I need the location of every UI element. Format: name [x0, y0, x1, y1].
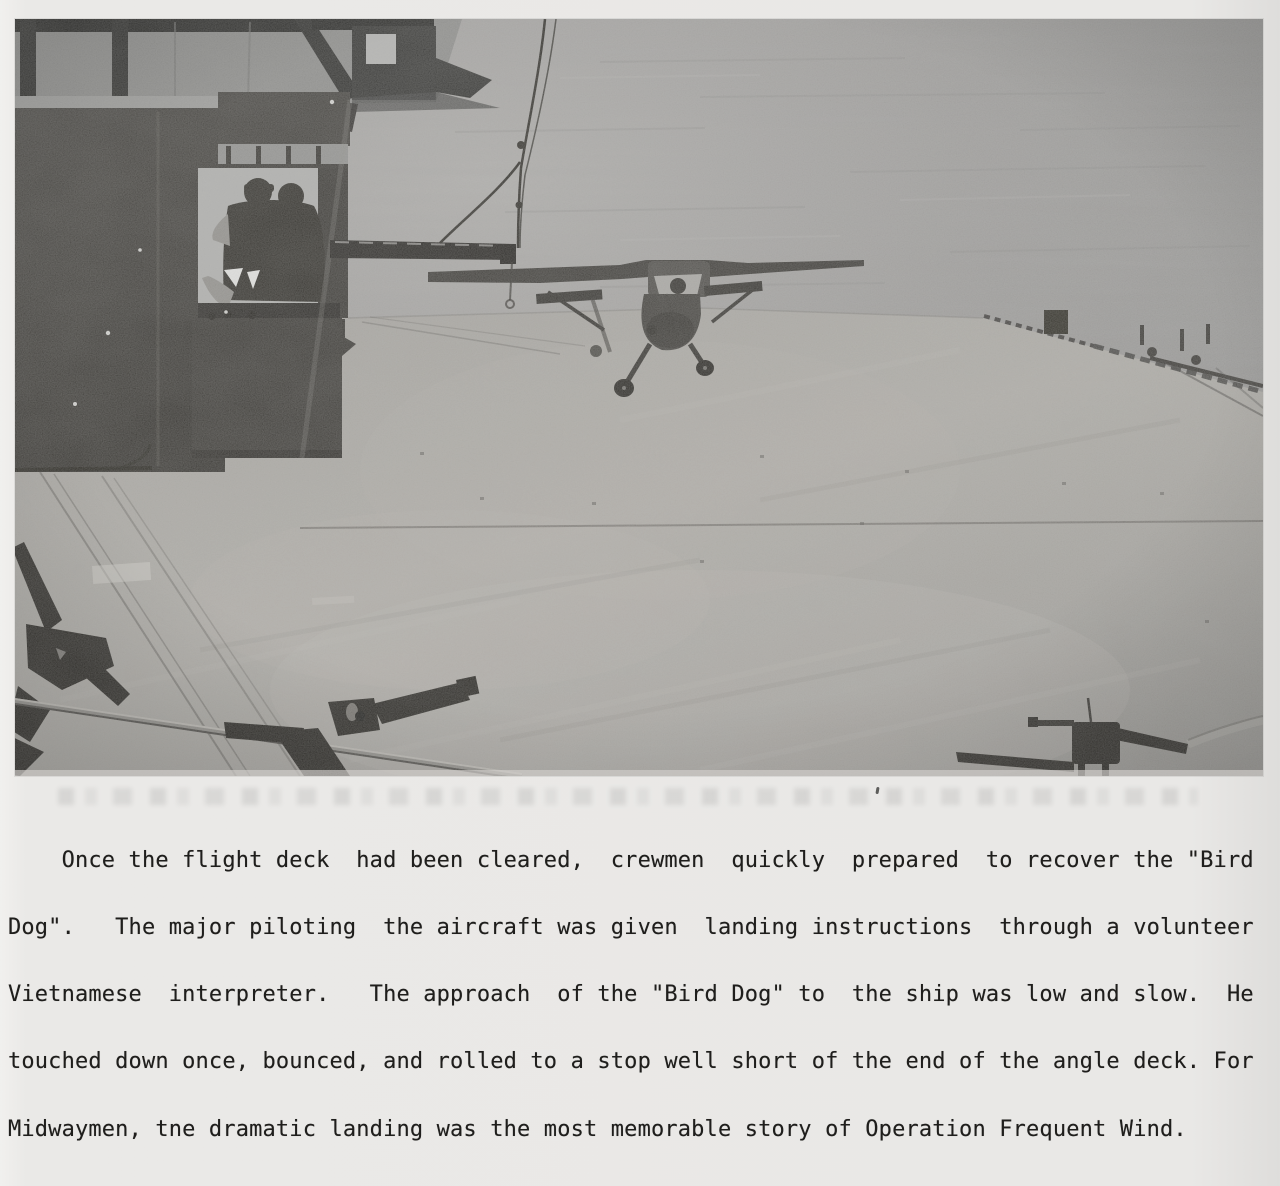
caption-line-3: Vietnamese interpreter. The approach of the "Bird Dog" to the ship was low and slow. He: [8, 982, 1254, 1008]
photo-caption: [8, 805, 1274, 1186]
ghost-text-showthrough: [58, 788, 1198, 805]
photograph-image: [15, 19, 1263, 776]
photo-worn-edge: [15, 770, 1263, 776]
caption-line-4: touched down once, bounced, and rolled to a stop well short of the end of the angle deck. For: [8, 1049, 1254, 1075]
caption-line-1: Once the flight deck had been cleared, crewmen quickly prepared to recover the "Bird: [8, 847, 1254, 873]
caption-line-2: Dog". The major piloting the aircraft was given landing instructions through a volunteer: [8, 915, 1254, 941]
photograph: [15, 19, 1263, 776]
vignette: [15, 19, 1263, 776]
caption-line-5: Midwaymen, tne dramatic landing was the most memorable story of Operation Frequent Wind.: [8, 1116, 1187, 1142]
